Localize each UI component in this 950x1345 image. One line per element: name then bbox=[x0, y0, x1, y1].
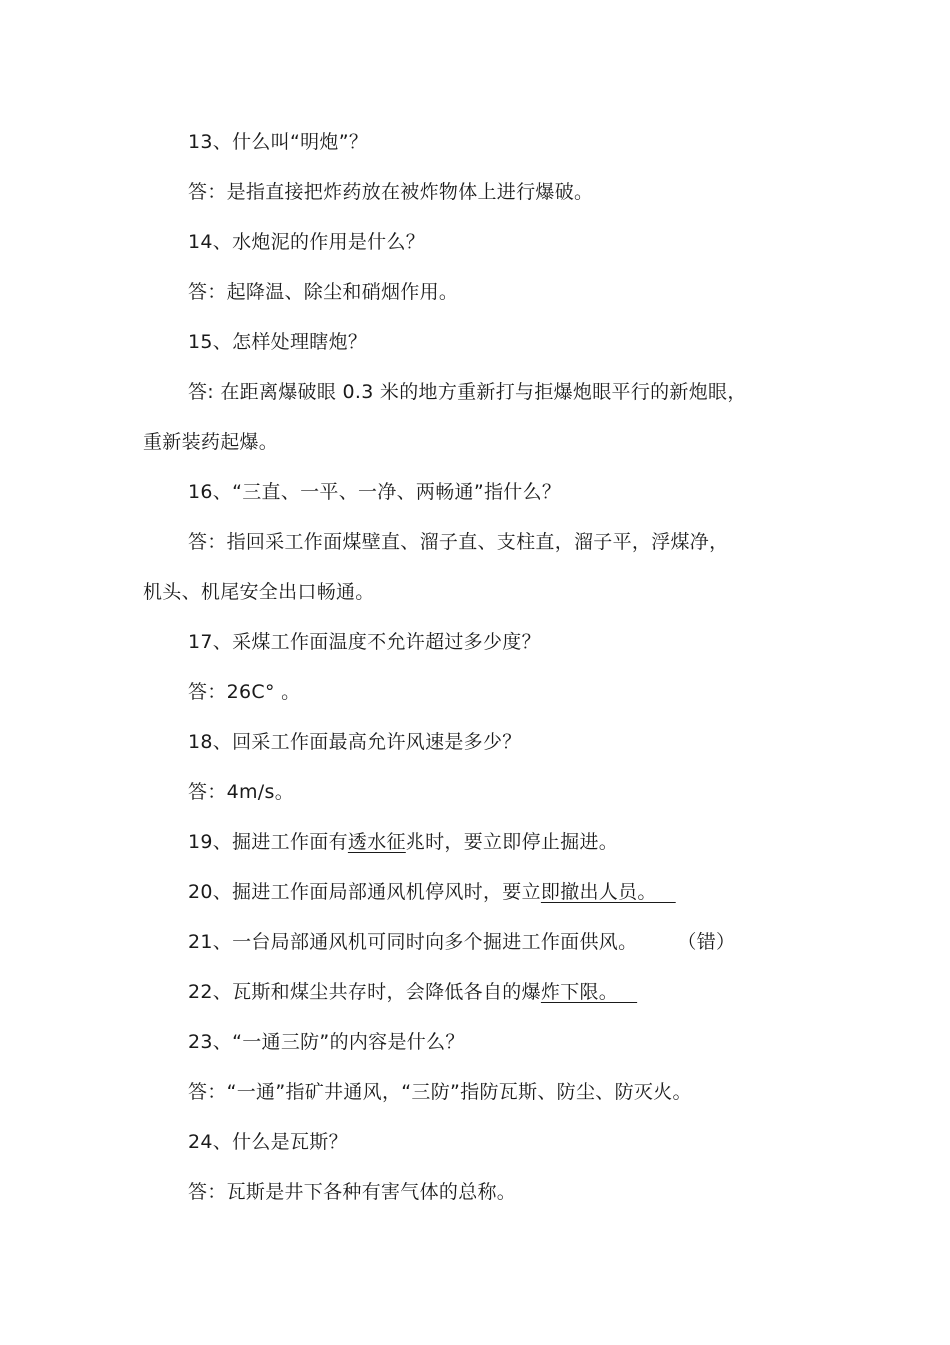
answer-15-line-1: 答: 在距离爆破眼 0.3 米的地方重新打与拒爆炮眼平行的新炮眼， bbox=[188, 381, 747, 403]
question-17: 17、采煤工作面温度不允许超过多少度？ bbox=[188, 631, 541, 653]
question-23: 23、“一通三防”的内容是什么？ bbox=[188, 1031, 465, 1053]
statement-22 bbox=[188, 980, 637, 1004]
statement-19-suffix: 兆时，要立即停止掘进。 bbox=[405, 831, 619, 853]
statement-19 bbox=[188, 830, 618, 854]
answer-23: 答：“一通”指矿井通风，“三防”指防瓦斯、防尘、防灭火。 bbox=[188, 1081, 692, 1103]
statement-20-prefix: 20、掘进工作面局部通风机停风时，要立 bbox=[188, 881, 541, 903]
question-24: 24、什么是瓦斯？ bbox=[188, 1131, 348, 1153]
statement-19-prefix: 19、掘进工作面有 bbox=[188, 831, 348, 853]
statement-21 bbox=[188, 930, 735, 954]
statement-22-prefix: 22、瓦斯和煤尘共存时，会降低各自的爆 bbox=[188, 981, 541, 1003]
question-13: 13、什么叫“明炮”？ bbox=[188, 131, 369, 153]
statement-19-underlined: 透水征 bbox=[347, 831, 406, 853]
answer-14: 答：起降温、除尘和硝烟作用。 bbox=[188, 281, 459, 303]
statement-20-underlined: 即撤出人员。 bbox=[540, 881, 676, 903]
answer-24: 答：瓦斯是井下各种有害气体的总称。 bbox=[188, 1181, 517, 1203]
answer-16-line-1: 答：指回采工作面煤壁直、溜子直、支柱直，溜子平，浮煤净， bbox=[188, 531, 729, 553]
question-15: 15、怎样处理瞎炮？ bbox=[188, 331, 368, 353]
answer-18: 答：4m/s。 bbox=[188, 781, 294, 803]
statement-22-underlined: 炸下限。 bbox=[540, 981, 638, 1003]
statement-21-mark: （错） bbox=[677, 931, 736, 953]
answer-13: 答：是指直接把炸药放在被炸物体上进行爆破。 bbox=[188, 181, 594, 203]
statement-20 bbox=[188, 880, 676, 904]
answer-16-line-2: 机头、机尾安全出口畅通。 bbox=[143, 581, 375, 603]
answer-17: 答：26C° 。 bbox=[188, 681, 301, 703]
statement-21-text: 21、一台局部通风机可同时向多个掘进工作面供风。 bbox=[188, 931, 638, 953]
question-18: 18、回采工作面最高允许风速是多少？ bbox=[188, 731, 522, 753]
answer-15-line-2: 重新装药起爆。 bbox=[143, 431, 279, 453]
question-14: 14、水炮泥的作用是什么？ bbox=[188, 231, 426, 253]
question-16: 16、“三直、一平、一净、两畅通”指什么？ bbox=[188, 481, 562, 503]
